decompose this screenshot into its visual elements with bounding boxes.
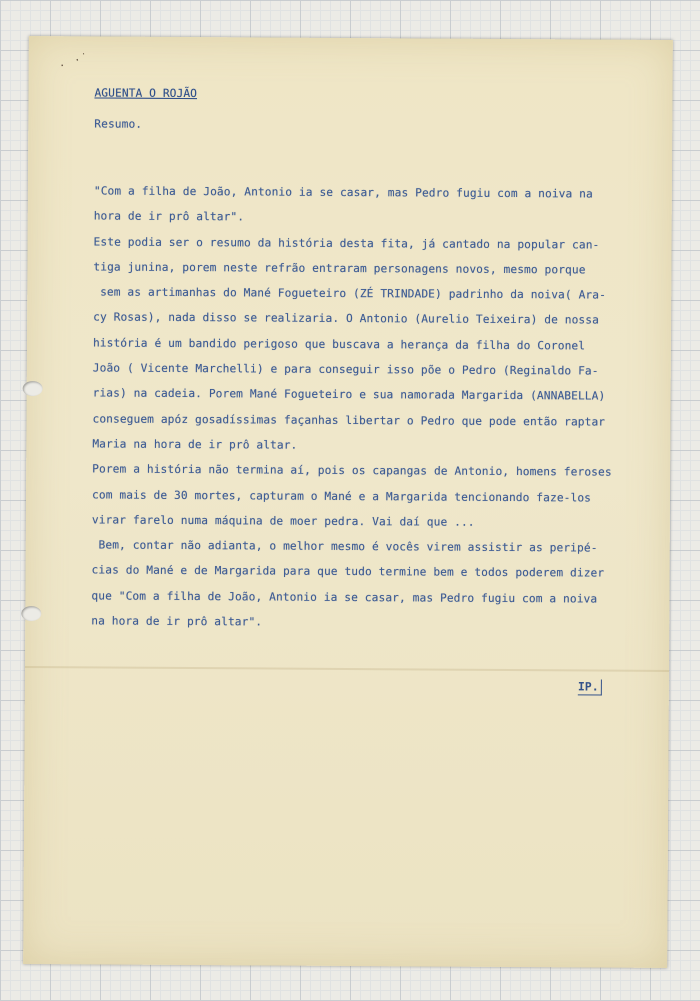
ink-specks: · ·˙ (57, 51, 92, 73)
text-line: sem as artimanhas do Mané Fogueteiro (ZÉ TRINDADE) padrinho da noiva( Ara- (93, 285, 606, 302)
typewritten-page (23, 36, 673, 968)
text-line: "Com a filha de João, Antonio ia se casar, mas Pedro fugiu com a noiva na (93, 184, 593, 201)
text-line: Este podia ser o resumo da história desta fita, já cantado na popular can- (93, 235, 600, 252)
text-line: virar farelo numa máquina de moer pedra. Vai daí que ... (91, 513, 475, 529)
text-line: tiga junina, porem neste refrão entraram personagens novos, mesmo porque (93, 260, 586, 277)
text-line: cy Rosas), nada disso se realizaria. O Antonio (Aurelio Teixeira) de nossa (93, 310, 599, 328)
document-subtitle: Resumo. (94, 117, 143, 131)
punch-hole (23, 381, 43, 396)
paper-fold (25, 666, 669, 672)
document-title: AGUENTA O ROJÃO (94, 86, 198, 101)
text-line: Maria na hora de ir prô altar. (92, 437, 298, 452)
text-line: conseguem apóz gosadíssimas façanhas libertar o Pedro que pode então raptar (92, 412, 606, 429)
punch-hole (21, 606, 41, 621)
text-line: hora de ir prô altar". (93, 209, 245, 224)
text-line: na hora de ir prô altar". (91, 614, 263, 629)
text-line: que "Com a filha de João, Antonio ia se casar, mas Pedro fugiu com a noiva (91, 589, 598, 606)
text-line: Porem a história não termina aí, pois os capangas de Antonio, homens feroses (92, 462, 612, 479)
text-line: rias) na cadeia. Porem Mané Fogueteiro e sua namorada Margarida (ANNABELLA) (92, 386, 606, 403)
text-line: história é um bandido perigoso que buscava a herança da filha do Coronel (92, 336, 586, 353)
text-line: João ( Vicente Marchelli) e para conseguir isso põe o Pedro (Reginaldo Fa- (92, 361, 599, 378)
author-initials: IP. (578, 679, 602, 695)
text-line: Bem, contar não adianta, o melhor mesmo é vocês virem assistir as peripé- (91, 538, 598, 555)
text-line: cias do Mané e de Margarida para que tudo termine bem e todos poderem dizer (91, 563, 605, 581)
text-line: com mais de 30 mortes, capturam o Mané e a Margarida tencionando faze-los (92, 487, 592, 505)
summary-body (91, 178, 669, 637)
